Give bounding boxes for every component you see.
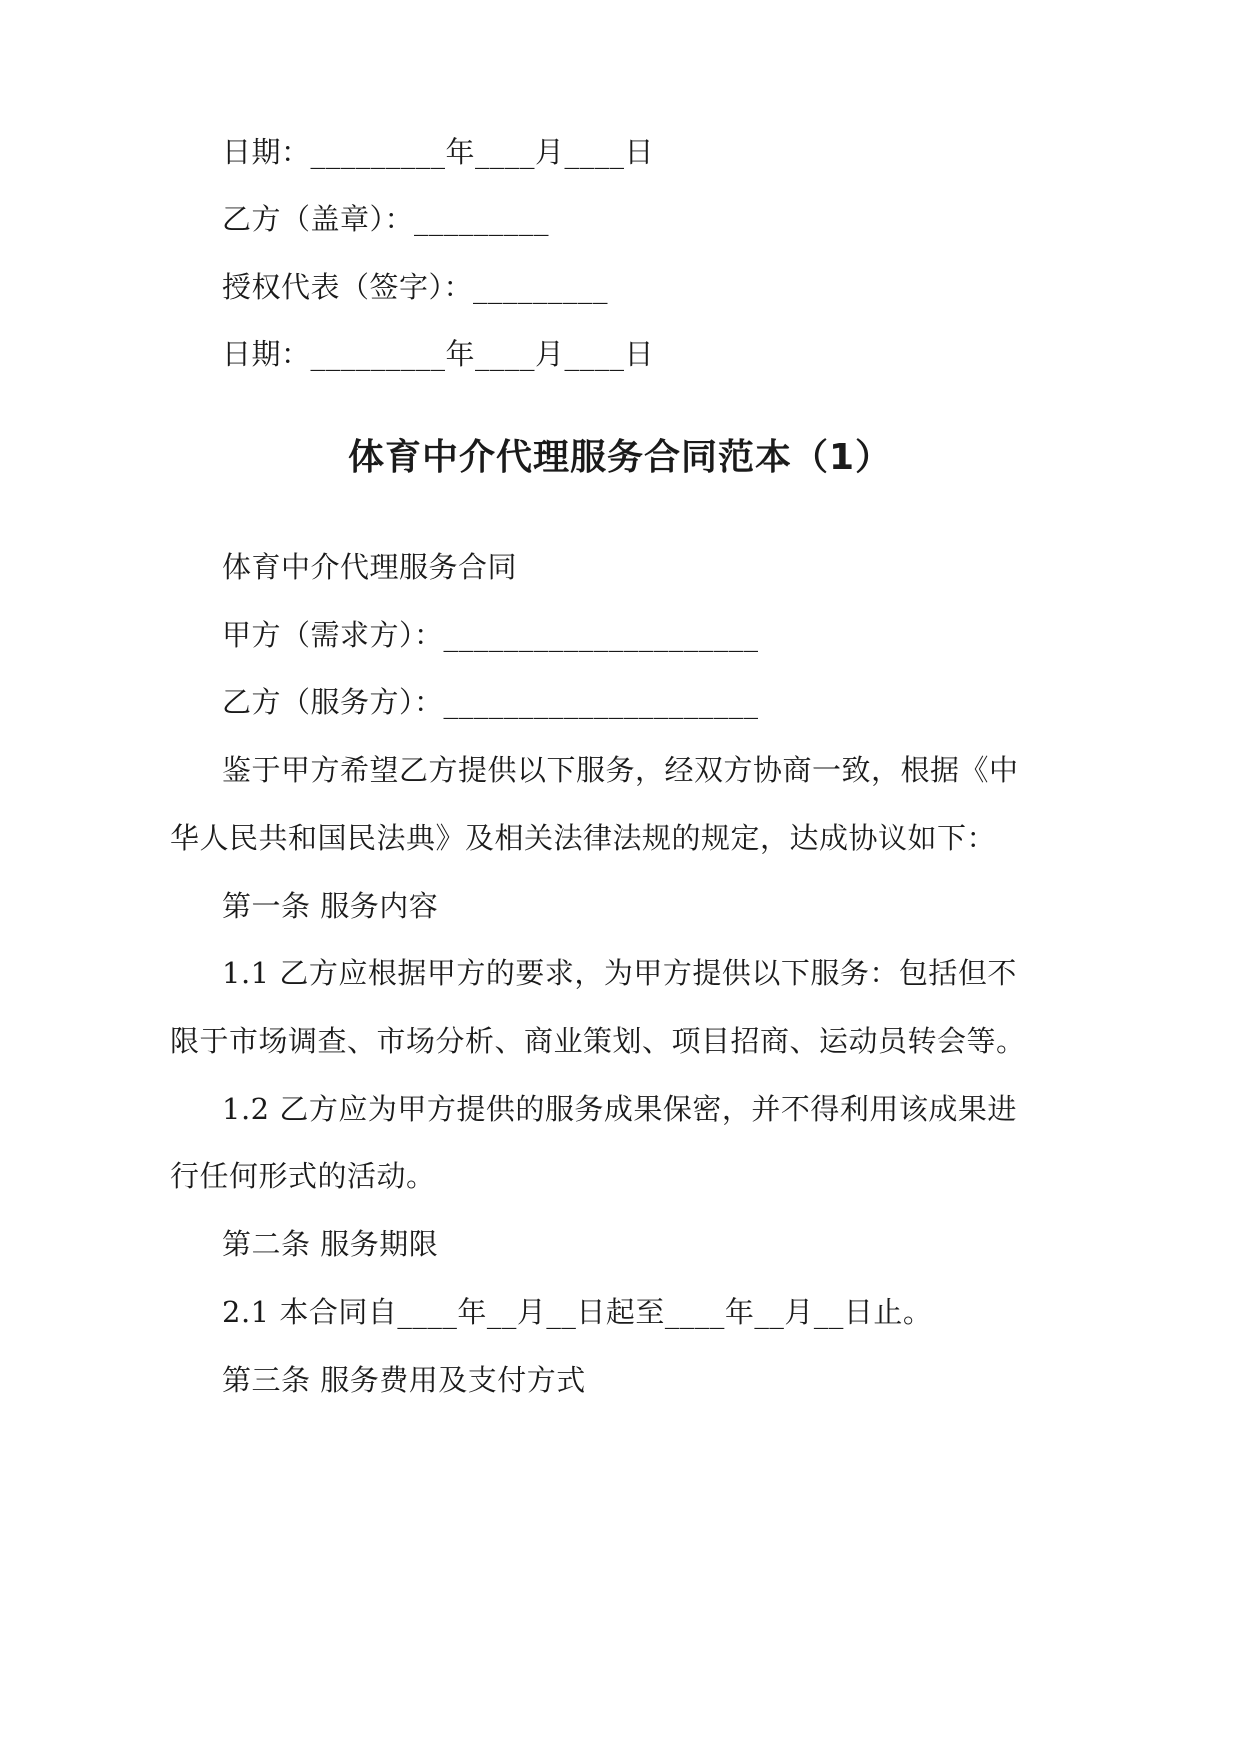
contract-subtitle: 体育中介代理服务合同	[222, 550, 518, 584]
clause-2-1: 2.1 本合同自____年__月__日起至____年__月__日止。	[222, 1295, 933, 1329]
article-1-heading: 第一条 服务内容	[222, 889, 439, 923]
document-title: 体育中介代理服务合同范本（1）	[347, 437, 893, 478]
article-3-heading: 第三条 服务费用及支付方式	[222, 1363, 586, 1397]
party-b-line: 乙方（服务方）：_____________________	[222, 685, 759, 719]
article-2-heading: 第二条 服务期限	[222, 1227, 439, 1261]
date-line-2: 日期：_________年____月____日	[222, 337, 655, 371]
clause-1-2-line-2: 行任何形式的活动。	[170, 1159, 436, 1193]
clause-1-1-line-1: 1.1 乙方应根据甲方的要求，为甲方提供以下服务：包括但不	[222, 956, 1017, 990]
clause-1-2-line-1: 1.2 乙方应为甲方提供的服务成果保密，并不得利用该成果进	[222, 1092, 1017, 1126]
preamble-line-1: 鉴于甲方希望乙方提供以下服务，经双方协商一致，根据《中	[222, 753, 1019, 787]
authorized-rep-line: 授权代表（签字）：_________	[222, 270, 609, 304]
party-b-seal-line: 乙方（盖章）：_________	[222, 202, 550, 236]
preamble-line-2: 华人民共和国民法典》及相关法律法规的规定，达成协议如下：	[170, 821, 997, 855]
clause-1-1-line-2: 限于市场调查、市场分析、商业策划、项目招商、运动员转会等。	[170, 1024, 1026, 1058]
party-a-line: 甲方（需求方）：_____________________	[222, 618, 759, 652]
date-line-1: 日期：_________年____月____日	[222, 135, 655, 169]
